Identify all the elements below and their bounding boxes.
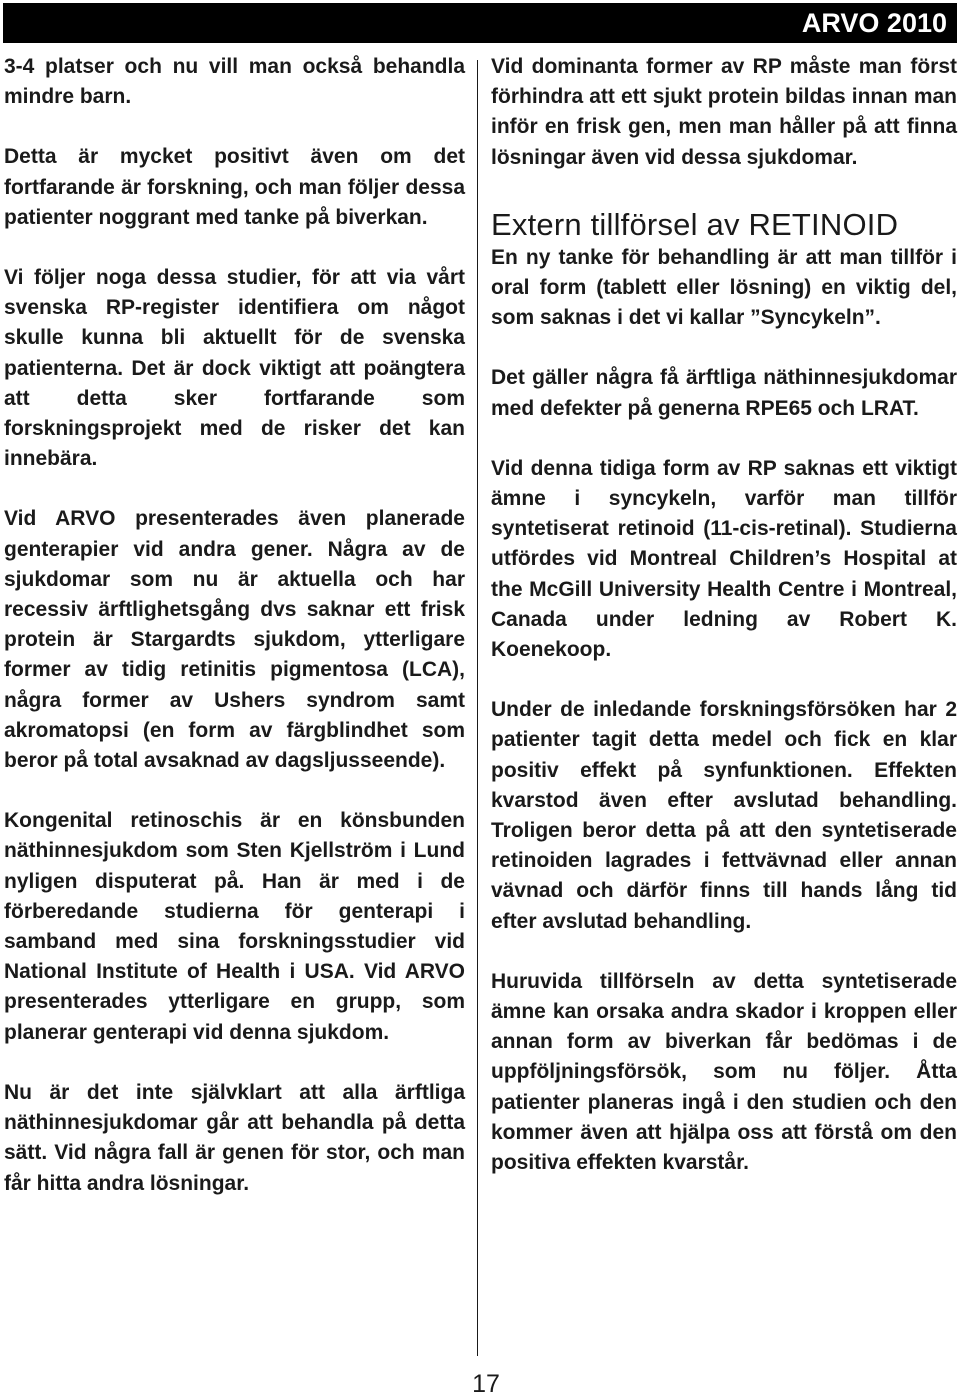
section-heading: Extern tillförsel av RETINOID bbox=[491, 206, 899, 242]
left-column bbox=[4, 52, 465, 1229]
left-paragraph-5: Kongenital retinoschis är en könsbunden näthinnesjukdom som Sten Kjellström i Lund nyligen disputerat på. Han är med i de förberedande studierna för genterapi i samband med sina forskningsstudier vid National Institute of Health i USA. Vid ARVO presenterades ytterligare en grupp, som planerar genterapi vid denna sjukdom. bbox=[4, 809, 465, 1044]
left-paragraph-3: Vi följer noga dessa studier, för att via vårt svenska RP-register identifiera om något skulle kunna bli aktuellt för de svenska patienterna. Det är dock viktigt att poängtera att detta sker fortfarande som forskningsprojekt med de risker det kan innebära. bbox=[4, 266, 465, 471]
page-number: 17 bbox=[472, 1370, 500, 1398]
left-paragraph-1: 3-4 platser och nu vill man också behandla mindre barn. bbox=[4, 55, 465, 109]
right-intro-paragraph: Vid dominanta former av RP måste man först förhindra att ett sjukt protein bildas innan man inför en frisk gen, men man håller på att finna lösningar även vid dessa sjukdomar. bbox=[491, 55, 957, 169]
header-bar bbox=[3, 3, 957, 43]
right-paragraph-3: Vid denna tidiga form av RP saknas ett viktigt ämne i syncykeln, varför man tillför syntetiserat retinoid (11-cis-retinal). Studierna utfördes vid Montreal Children’s Hospital at the McGill University Health Centre i Montreal, Canada under ledning av Robert K. Koenekoop. bbox=[491, 456, 957, 662]
right-paragraph-4: Under de inledande forskningsförsöken har 2 patienter tagit detta medel och fick en klar positiv effekt på synfunktionen. Effekten kvarstod även efter avslutad behandling. Troligen beror detta på att den syntetiserade retinoiden lagrades i fettvävnad eller annan vävnad och därför finns till hands lång tid efter avslutad behandling. bbox=[491, 698, 957, 933]
left-paragraph-4: Vid ARVO presenterades även planerade genterapier vid andra gener. Några av de sjukdomar som nu är aktuella och har recessiv ärftlighetsgång dvs saknar ett frisk protein är Stargardts sjukdom, ytterligare former av tidig retinitis pigmentosa (LCA), några former av Ushers syndrom samt akromatopsi (en form av färgblindhet som beror på total avsaknad av dagsljusseende). bbox=[4, 507, 465, 773]
column-divider bbox=[477, 60, 478, 1356]
left-paragraph-6: Nu är det inte självklart att alla ärftliga näthinnesjukdomar går att behandla på detta sätt. Vid några fall är genen för stor, och man får hitta andra lösningar. bbox=[4, 1080, 465, 1195]
right-paragraph-5: Huruvida tillförseln av detta syntetiserade ämne kan orsaka andra skador i kroppen eller annan form av biverkan får bedömas i de uppföljningsförsök, som nu följer. Åtta patienter planeras ingå i den studien och den kommer även att hjälpa oss att förstå om den positiva effekten kvarstår. bbox=[491, 969, 957, 1175]
header-title: ARVO 2010 bbox=[801, 8, 947, 38]
right-paragraph-1: En ny tanke för behandling är att man tillför i oral form (tablett eller lösning) en viktig del, som saknas i det vi kallar ”Syncykeln”. bbox=[491, 245, 957, 330]
right-column bbox=[491, 52, 957, 1208]
left-paragraph-2: Detta är mycket positivt även om det fortfarande är forskning, och man följer dessa patienter noggrant med tanke på biverkan. bbox=[4, 145, 465, 229]
right-paragraph-2: Det gäller några få ärftliga näthinnesjukdomar med defekter på generna RPE65 och LRAT. bbox=[491, 366, 957, 420]
